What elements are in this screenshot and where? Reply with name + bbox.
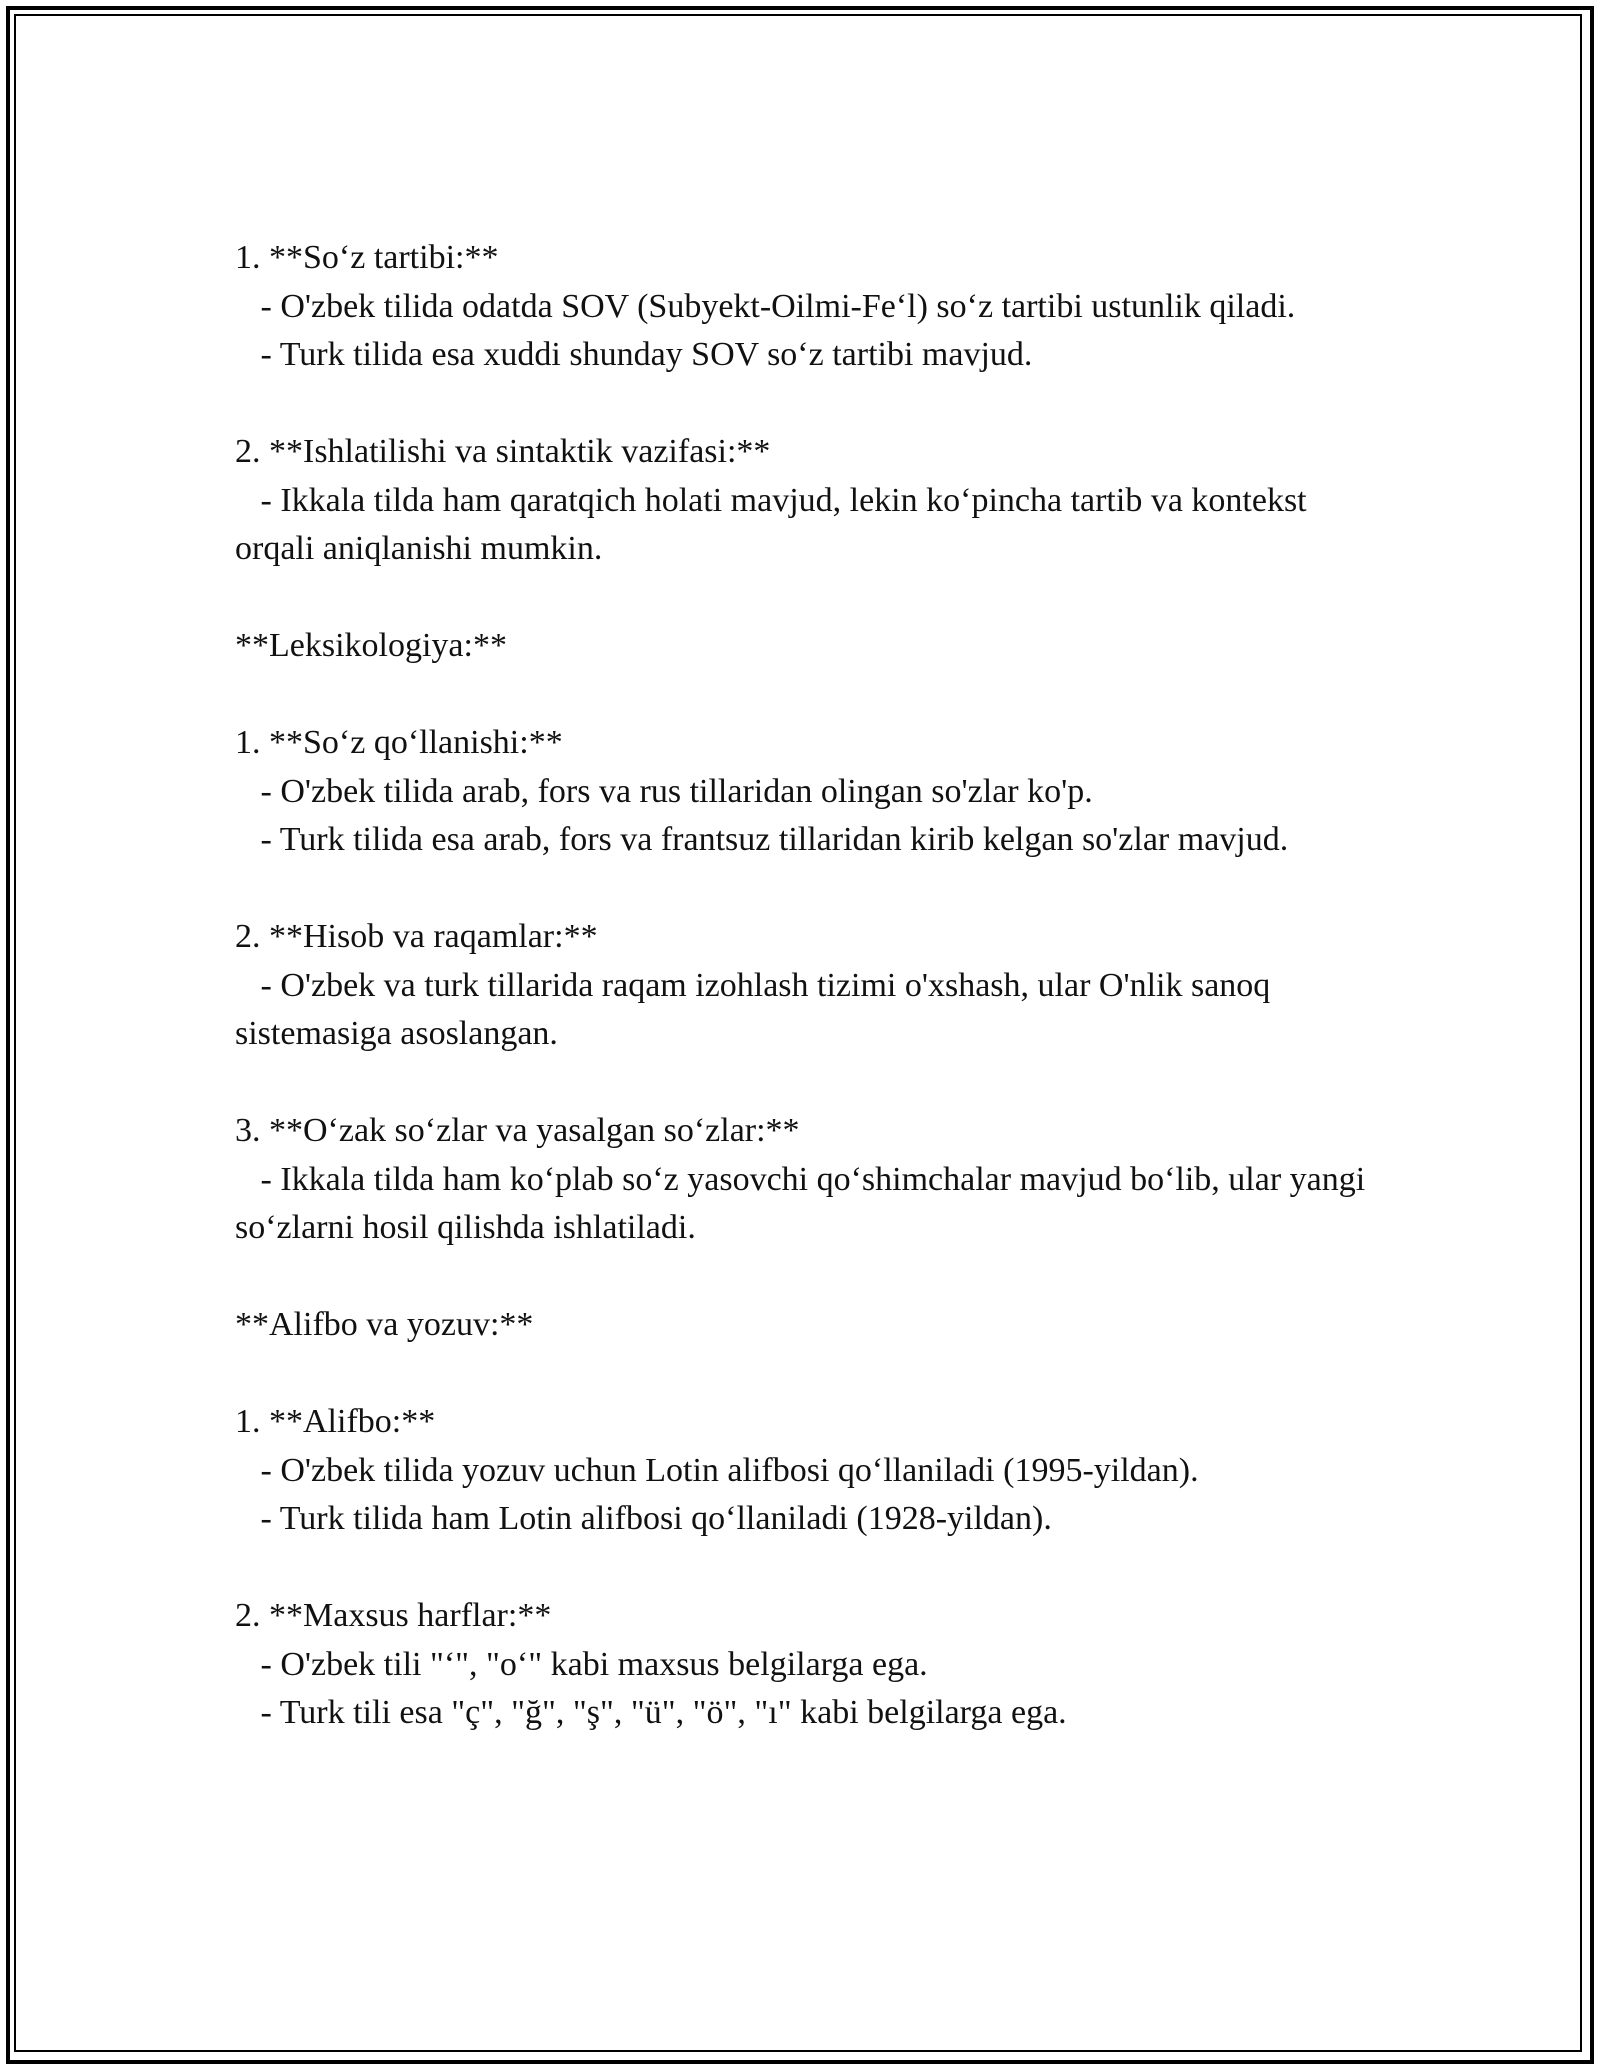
lexicology-item-3-heading: 3. **O‘zak so‘zlar va yasalgan so‘zlar:**	[235, 1112, 800, 1149]
alphabet-item-2-bullet-2: - Turk tili esa "ç", "ğ", "ş", "ü", "ö", "ı" kabi belgilarga ega.	[235, 1694, 1067, 1731]
section-heading-lexicology: **Leksikologiya:**	[235, 627, 507, 664]
lexicology-item-2-heading: 2. **Hisob va raqamlar:**	[235, 918, 598, 955]
section-heading-alphabet: **Alifbo va yozuv:**	[235, 1306, 534, 1343]
syntax-item-1-bullet-1: - O'zbek tilida odatda SOV (Subyekt-Oilmi-Fe‘l) so‘z tartibi ustunlik qiladi.	[235, 287, 1296, 325]
lexicology-item-2-bullet-1: - O'zbek va turk tillarida raqam izohlash tizimi o'xshash, ular O'nlik sanoq sistemasiga asoslangan.	[235, 966, 1279, 1052]
alphabet-item-1-bullet-1: - O'zbek tilida yozuv uchun Lotin alifbosi qo‘llaniladi (1995-yildan).	[235, 1451, 1199, 1489]
spacer	[235, 574, 1385, 623]
alphabet-item-2-bullet-1: - O'zbek tili "‘", "o‘" kabi maxsus belgilarga ega.	[235, 1645, 928, 1683]
spacer	[235, 865, 1385, 914]
alphabet-item-1-heading: 1. **Alifbo:**	[235, 1403, 436, 1440]
spacer	[235, 1059, 1385, 1108]
lexicology-item-1-bullet-2: - Turk tilida esa arab, fors va frantsuz tillaridan kirib kelgan so'zlar mavjud.	[235, 821, 1289, 858]
syntax-item-2-bullet-1: - Ikkala tilda ham qaratqich holati mavjud, lekin ko‘pincha tartib va kontekst orqali aniqlanishi mumkin.	[235, 481, 1316, 567]
document-body	[235, 234, 1385, 1738]
alphabet-item-2-heading: 2. **Maxsus harflar:**	[235, 1597, 552, 1634]
spacer	[235, 1253, 1385, 1302]
syntax-item-1-heading: 1. **So‘z tartibi:**	[235, 239, 499, 276]
lexicology-item-3-bullet-1: - Ikkala tilda ham ko‘plab so‘z yasovchi qo‘shimchalar mavjud bo‘lib, ular yangi so‘zlarni hosil qilishda ishlatiladi.	[235, 1160, 1374, 1246]
syntax-item-2-heading: 2. **Ishlatilishi va sintaktik vazifasi:**	[235, 433, 771, 470]
lexicology-item-1-heading: 1. **So‘z qo‘llanishi:**	[235, 724, 563, 761]
spacer	[235, 380, 1385, 429]
spacer	[235, 671, 1385, 720]
spacer	[235, 1544, 1385, 1593]
spacer	[235, 1350, 1385, 1399]
lexicology-item-1-bullet-1: - O'zbek tilida arab, fors va rus tillaridan olingan so'zlar ko'p.	[235, 772, 1093, 810]
alphabet-item-1-bullet-2: - Turk tilida ham Lotin alifbosi qo‘llaniladi (1928-yildan).	[235, 1500, 1052, 1537]
syntax-item-1-bullet-2: - Turk tilida esa xuddi shunday SOV so‘z tartibi mavjud.	[235, 336, 1033, 373]
